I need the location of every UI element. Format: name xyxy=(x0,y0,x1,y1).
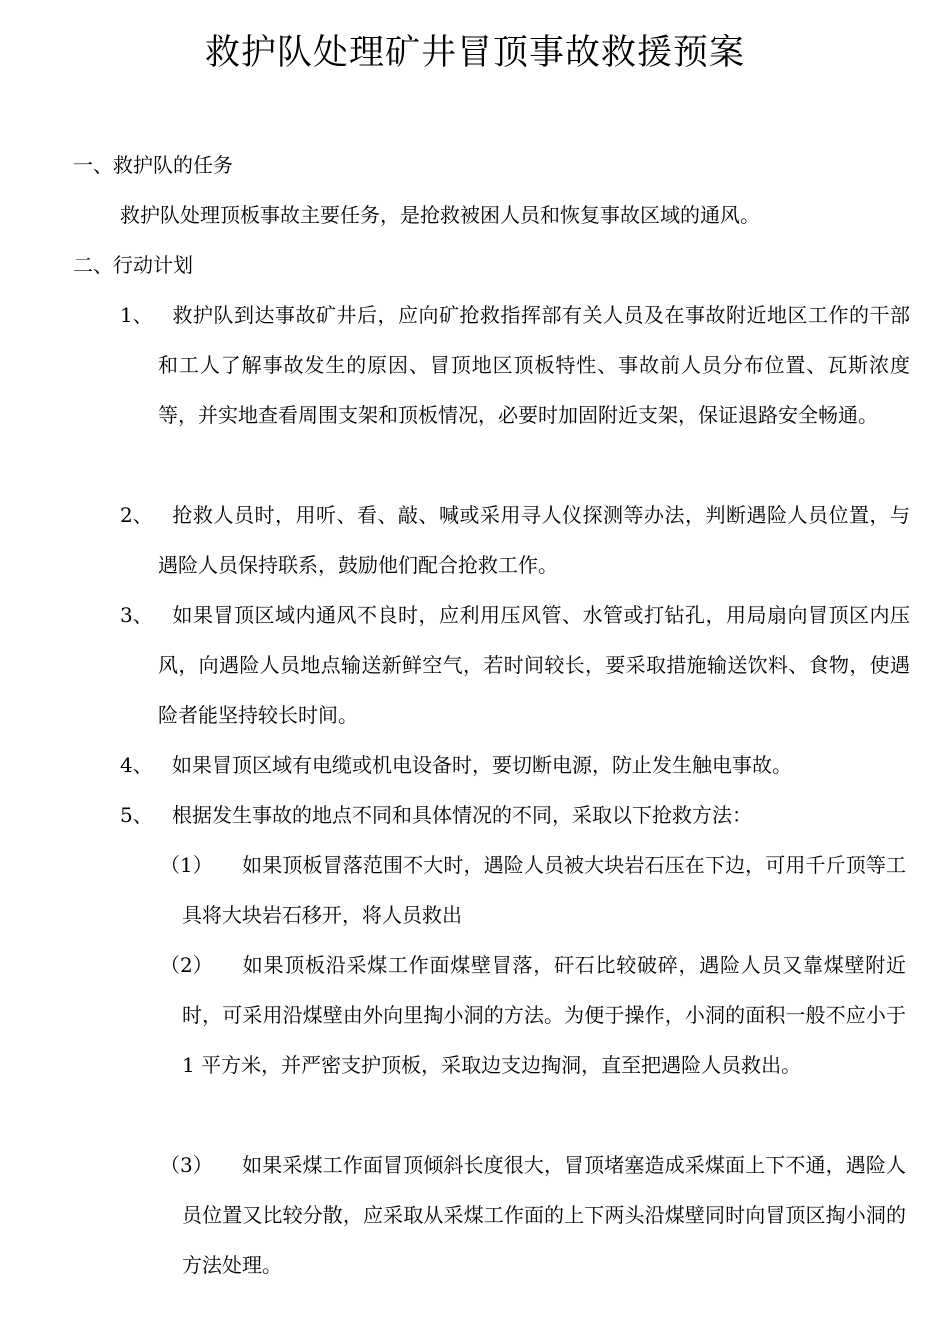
list-item-number: 2、 xyxy=(120,503,153,527)
list-item-number: 5、 xyxy=(120,803,153,827)
list-item-text: 抢救人员时，用听、看、敲、喊或采用寻人仪探测等办法，判断遇险人员位置，与遇险人员保持联系，鼓励他们配合抢救工作。 xyxy=(158,503,910,577)
list-item-text: 根据发生事故的地点不同和具体情况的不同，采取以下抢救方法： xyxy=(172,803,752,827)
document-title: 救护队处理矿井冒顶事故救援预案 xyxy=(204,33,745,73)
section-heading-tasks: 一、救护队的任务 xyxy=(73,153,233,177)
list-item xyxy=(120,290,910,440)
list-item xyxy=(120,740,910,790)
sub-list-item-text: 如果采煤工作面冒顶倾斜长度很大，冒顶堵塞造成采煤面上下不通，遇险人员位置又比较分散，应采取从采煤工作面的上下两头沿煤壁同时向冒顶区掏小洞的方法处理。 xyxy=(182,1153,906,1277)
list-item-number: 3、 xyxy=(120,603,153,627)
sub-list-item xyxy=(160,940,906,1090)
sub-list-item-number: （3） xyxy=(160,1153,213,1177)
sub-list-item-number: （1） xyxy=(160,853,213,877)
sub-list-item-text: 如果顶板沿采煤工作面煤壁冒落，矸石比较破碎，遇险人员又靠煤壁附近时，可采用沿煤壁由外向里掏小洞的方法。为便于操作，小洞的面积一般不应小于 1 平方米，并严密支护顶板，采取边支边掏洞，直至把遇险人员救出。 xyxy=(182,953,906,1077)
sub-list-item-number: （2） xyxy=(160,953,213,977)
list-item xyxy=(120,590,910,740)
sub-list-item xyxy=(160,840,906,940)
list-item-text: 如果冒顶区域内通风不良时，应利用压风管、水管或打钻孔，用局扇向冒顶区内压风，向遇险人员地点输送新鲜空气，若时间较长，要采取措施输送饮料、食物，使遇险者能坚持较长时间。 xyxy=(158,603,910,727)
list-item-number: 4、 xyxy=(120,753,153,777)
list-item-text: 如果冒顶区域有电缆或机电设备时，要切断电源，防止发生触电事故。 xyxy=(172,753,792,777)
list-item xyxy=(120,790,910,840)
list-item xyxy=(120,490,910,590)
section-heading-action-plan: 二、行动计划 xyxy=(73,253,193,277)
list-item-text: 救护队到达事故矿井后，应向矿抢救指挥部有关人员及在事故附近地区工作的干部和工人了解事故发生的原因、冒顶地区顶板特性、事故前人员分布位置、瓦斯浓度等，并实地查看周围支架和顶板情况，必要时加固附近支架，保证退路安全畅通。 xyxy=(158,303,910,427)
section-paragraph-tasks: 救护队处理顶板事故主要任务，是抢救被困人员和恢复事故区域的通风。 xyxy=(120,203,760,227)
sub-list-item xyxy=(160,1140,906,1290)
sub-list-item-text: 如果顶板冒落范围不大时，遇险人员被大块岩石压在下边，可用千斤顶等工具将大块岩石移开，将人员救出 xyxy=(182,853,906,927)
list-item-number: 1、 xyxy=(120,303,153,327)
